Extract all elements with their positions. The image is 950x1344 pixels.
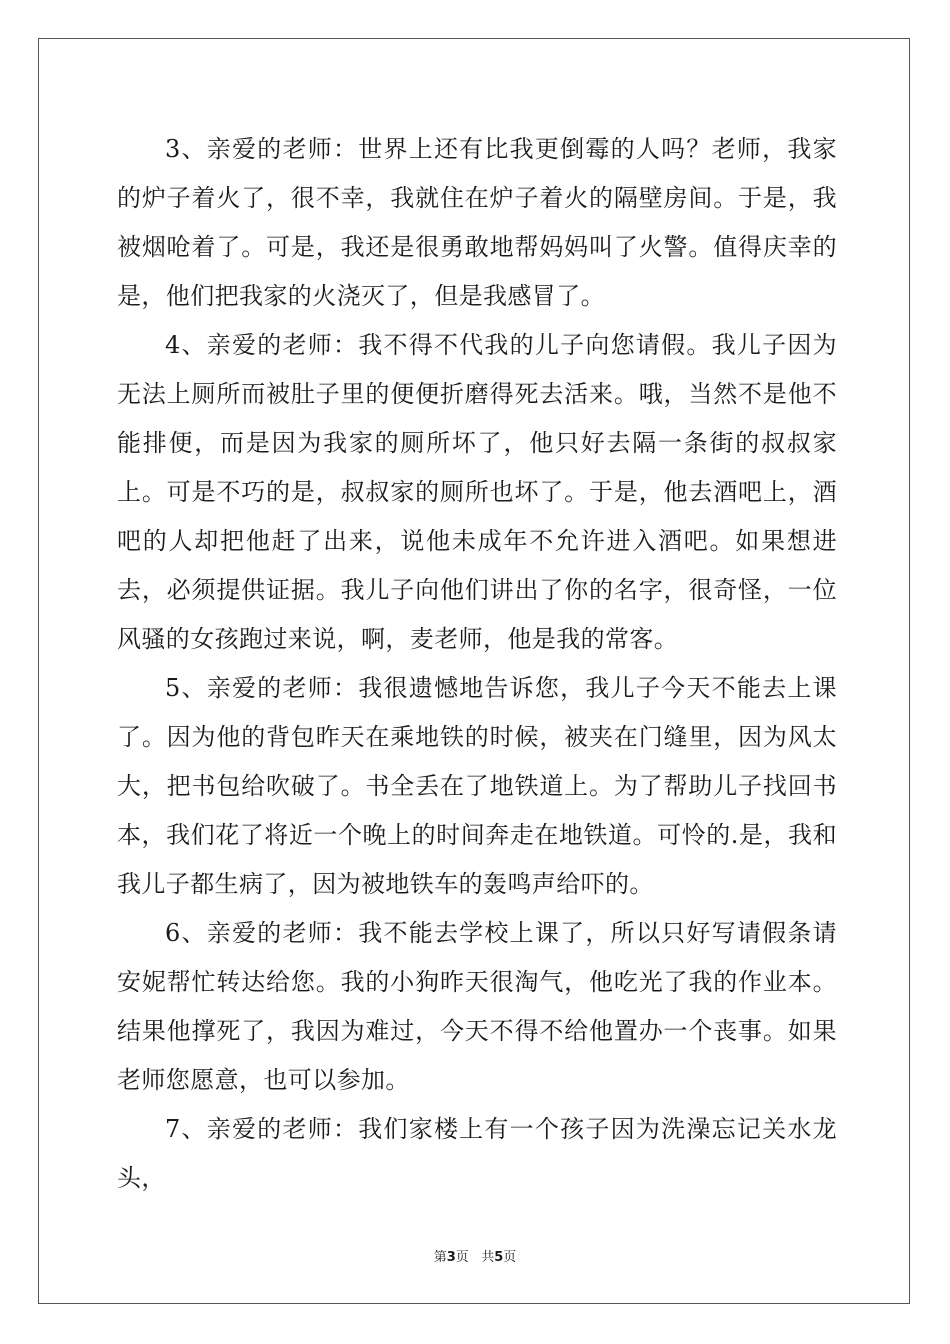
page-footer <box>0 1246 950 1265</box>
page-suffix: 页 <box>455 1250 469 1265</box>
current-page-number: 3 <box>446 1250 456 1265</box>
total-page-number: 5 <box>494 1250 504 1265</box>
paragraph-4: 4、亲爱的老师：我不得不代我的儿子向您请假。我儿子因为无法上厕所而被肚子里的便便折磨得死去活来。哦，当然不是他不能排便，而是因为我家的厕所坏了，他只好去隔一条街的叔叔家上。可是不巧的是，叔叔家的厕所也坏了。于是，他去酒吧上，酒吧的人却把他赶了出来，说他未成年不允许进入酒吧。如果想进去，必须提供证据。我儿子向他们讲出了你的名字，很奇怪，一位风骚的女孩跑过来说，啊，麦老师，他是我的常客。 <box>117 331 837 653</box>
paragraph-5: 5、亲爱的老师：我很遗憾地告诉您，我儿子今天不能去上课了。因为他的背包昨天在乘地铁的时候，被夹在门缝里，因为风太大，把书包给吹破了。书全丢在了地铁道上。为了帮助儿子找回书本，我们花了将近一个晚上的时间奔走在地铁道。可怜的.是，我和我儿子都生病了，因为被地铁车的轰鸣声给吓的。 <box>117 674 837 898</box>
document-body <box>117 125 837 1203</box>
page-prefix: 第 <box>433 1250 447 1265</box>
total-prefix: 共 <box>481 1250 495 1265</box>
paragraph-3: 3、亲爱的老师：世界上还有比我更倒霉的人吗？老师，我家的炉子着火了，很不幸，我就住在炉子着火的隔壁房间。于是，我被烟呛着了。可是，我还是很勇敢地帮妈妈叫了火警。值得庆幸的是，他们把我家的火浇灭了，但是我感冒了。 <box>117 135 837 310</box>
paragraph-7: 7、亲爱的老师：我们家楼上有一个孩子因为洗澡忘记关水龙头， <box>117 1115 837 1192</box>
paragraph-6: 6、亲爱的老师：我不能去学校上课了，所以只好写请假条请安妮帮忙转达给您。我的小狗昨天很淘气，他吃光了我的作业本。结果他撑死了，我因为难过，今天不得不给他置办一个丧事。如果老师您愿意，也可以参加。 <box>117 919 837 1094</box>
total-suffix: 页 <box>503 1250 517 1265</box>
